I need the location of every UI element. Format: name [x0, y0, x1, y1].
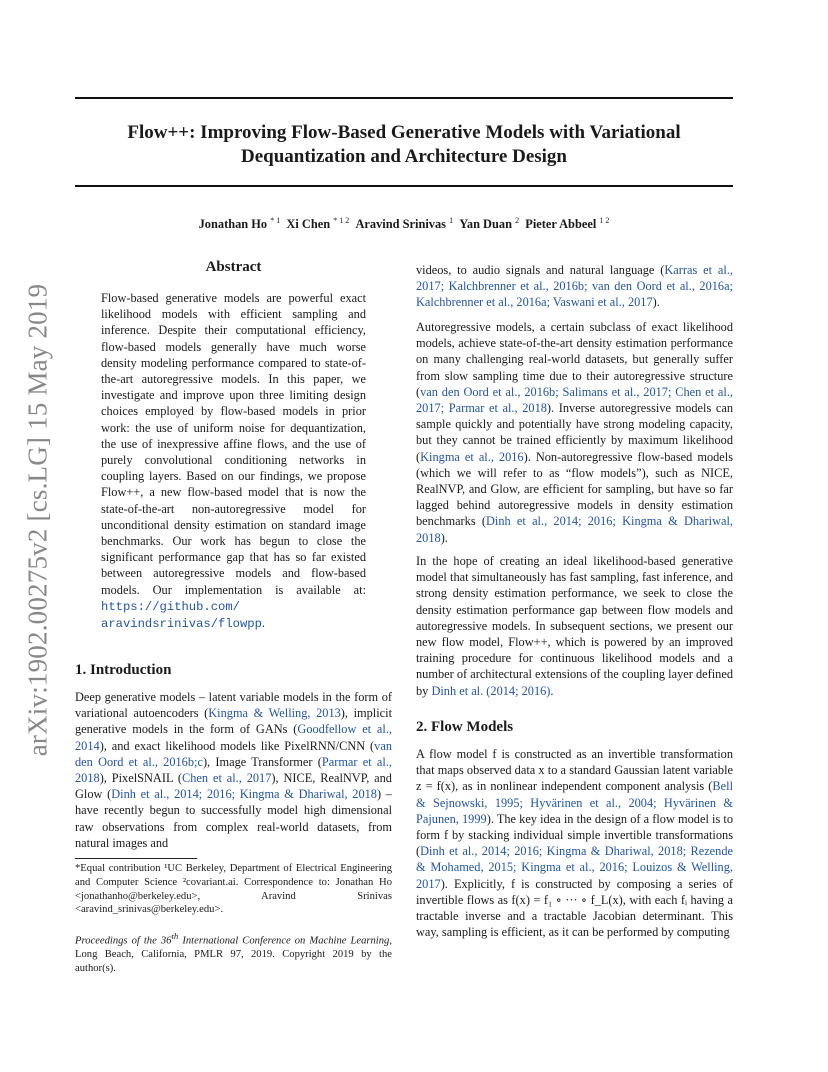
right-span: .	[550, 683, 554, 698]
intro-heading: 1. Introduction	[75, 662, 172, 678]
flow-models-text	[416, 746, 733, 940]
intro-span: ), and exact likelihood models like PixelRNN/CNN (	[99, 738, 375, 753]
citation-link[interactable]: Dinh et al., 2014; 2016; Kingma & Dhariwal, 2018	[111, 787, 377, 802]
arxiv-stamp: arXiv:1902.00275v2 [cs.LG] 15 May 2019	[22, 283, 53, 757]
right-span: ). Inverse autoregressive models can sample quickly and potentially have strong modeling capacity, but they cannot be trained efficiently by maximum likelihood (	[416, 401, 733, 464]
author-name: Jonathan Ho $^{* 1}$	[198, 216, 281, 232]
flow-span: ). The key idea in the design of a flow model is to form f by stacking individual simple invertible transformations (	[416, 811, 733, 859]
proceedings-note	[75, 930, 392, 976]
code-link[interactable]	[101, 600, 262, 631]
citation-link[interactable]: Bell & Sejnowski, 1995; Hyvärinen et al., 2004; Hyvärinen & Pajunen, 1999	[416, 779, 733, 826]
right-span: Autoregressive models, a certain subclass of exact likelihood models, achieve state-of-the-art density estimation performance on many challenging real-world datasets, but generally suffer from slow sampling time due to their autoregressive structure (	[416, 320, 733, 399]
intro-span: ), PixelSNAIL (	[99, 771, 183, 786]
author-affiliation: 1 2	[599, 216, 610, 225]
flow-models-heading: 2. Flow Models	[416, 719, 514, 735]
proceedings-sup: th	[171, 931, 179, 941]
intro-text	[75, 689, 392, 851]
citation-link[interactable]: Kingma & Welling, 2013	[208, 706, 341, 721]
right-span: videos, to audio signals and natural language (	[416, 263, 665, 277]
author-list	[75, 216, 733, 232]
right-para-2	[416, 319, 733, 546]
title-bottom-rule	[75, 185, 733, 187]
right-span: ).	[652, 295, 660, 310]
code-link-line-2[interactable]: aravindsrinivas/flowpp	[101, 617, 262, 632]
right-para-3	[416, 553, 733, 699]
flow-span: A flow model f is constructed as an invertible transformation that maps observed data x to a standard Gaussian latent variable z = f(x), as in nonlinear independent component analysis (	[416, 747, 733, 794]
right-span: ). Non-autoregressive flow-based models (which we will refer to as “flow models”), such as NICE, RealNVP, and Glow, are efficient for sampling, but have so far lagged behind autoregressive models in density estimation benchmarks (	[416, 449, 733, 529]
abstract-heading: Abstract	[205, 259, 262, 275]
intro-span: ) – have recently begun to successfully model high dimensional raw observations from complex real-world datasets, from natural images and	[75, 787, 392, 850]
citation-link[interactable]: Chen et al., 2017	[182, 771, 272, 786]
author-affiliation: * 1	[270, 216, 281, 225]
abstract-body: Flow-based generative models are powerful exact likelihood models with efficient sampling and inference. Despite their computational efficiency, flow-based models generally have much worse density modeling performance compared to state-of-the-art autoregressive models. In this paper, we investigate and improve upon three limiting design choices employed by flow-based models in prior work: the use of uniform noise for dequantization, the use of inexpressive affine flows, and the use of purely convolutional conditioning networks in coupling layers. Based on our findings, we propose Flow++, a new flow-based model that is now the state-of-the-art non-autoregressive model for unconditional density estimation on standard image benchmarks. Our work has begun to close the significant performance gap that has so far existed between autoregressive models and flow-based models. Our implementation is available at:	[101, 291, 366, 597]
author-affiliation: * 1 2	[333, 216, 350, 225]
right-span: ).	[440, 530, 448, 545]
author-affiliation: 1	[449, 216, 454, 225]
code-link-line-1[interactable]: https://github.com/	[101, 599, 240, 614]
proceedings-italic: Proceedings of the 36	[75, 935, 172, 947]
intro-span: ), implicit generative models in the form of GANs (	[75, 706, 393, 737]
citation-link[interactable]: Dinh et al., 2014; 2016; Kingma & Dhariwal, 2018	[416, 514, 733, 545]
author-affiliation: 2	[515, 216, 520, 225]
right-para-1	[416, 262, 733, 311]
intro-span: ), NICE, RealNVP, and Glow (	[75, 771, 392, 802]
citation-link[interactable]: Goodfellow et al., 2014	[75, 722, 392, 753]
citation-link[interactable]: van den Oord et al., 2016b; Salimans et al., 2017; Chen et al., 2017; Parmar et al., 2018	[416, 384, 733, 416]
citation-link[interactable]: Karras et al., 2017; Kalchbrenner et al., 2016b; van den Oord et al., 2016a; Kalchbrenner et al., 2016a; Vaswani et al., 2017	[416, 263, 733, 310]
citation-link[interactable]: van den Oord et al., 2016b;c	[75, 738, 392, 769]
footnote-rule	[75, 858, 197, 859]
citation-link[interactable]: Dinh et al. (2014; 2016)	[431, 683, 551, 698]
flow-span: ). Explicitly, f is constructed by composing a series of invertible flows as f(x) = f₁ ∘ ··· ∘ f_L(x), with each fᵢ having a tractable inverse and a tractable Jacobian determinant. This way, sampling is efficient, as it can be performed by computing	[416, 876, 733, 940]
title-line-1: Flow++: Improving Flow-Based Generative Models with Variational	[127, 122, 681, 143]
footnote: *Equal contribution ¹UC Berkeley, Department of Electrical Engineering and Computer Science ²covariant.ai. Correspondence to: Jonathan Ho <jonathanho@berkeley.edu>, Aravind Srinivas <aravind_srinivas@berkeley.edu>.	[75, 863, 392, 916]
intro-span: ), Image Transformer (	[202, 754, 322, 769]
author-name: Pieter Abbeel $^{1 2}$	[525, 216, 610, 232]
right-span: In the hope of creating an ideal likelihood-based generative model that simultaneously has fast sampling, fast inference, and strong density estimation performance, we seek to close the density estimation performance gap between flow models and autoregressive models. In subsequent sections, we present our new flow model, Flow++, which is powered by an improved training procedure for continuous likelihood models and a number of architectural extensions of the coupling layer defined by	[416, 554, 733, 698]
author-name: Yan Duan $^2$	[459, 216, 520, 232]
author-name: Aravind Srinivas $^1$	[355, 216, 454, 232]
intro-span: Deep generative models – latent variable models in the form of variational autoencoders (	[75, 690, 392, 721]
top-rule	[75, 97, 733, 99]
abstract-text: Flow-based generative models are powerful exact likelihood models with efficient sampling and inference. Despite their computational efficiency, flow-based models generally have much worse density modeling performance compared to state-of-the-art autoregressive models. In this paper, we investigate and improve upon three limiting design choices employed by flow-based models in prior work: the use of uniform noise for dequantization, the use of inexpressive affine flows, and the use of purely convolutional conditioning networks in coupling layers. Based on our findings, we propose Flow++, a new flow-based model that is now the state-of-the-art non-autoregressive model for unconditional density estimation on standard image benchmarks. Our work has begun to close the significant performance gap that has so far existed between autoregressive models and flow-based models. Our implementation is available at: https://github.com/ aravindsrinivas/flowpp.	[101, 291, 366, 632]
proceedings-italic: International Conference on Machine Learning	[178, 935, 390, 947]
citation-link[interactable]: Kingma et al., 2016	[420, 449, 524, 464]
proceedings-rest: , Long Beach, California, PMLR 97, 2019. Copyright 2019 by the author(s).	[75, 935, 392, 975]
paper-title	[75, 121, 733, 169]
citation-link[interactable]: Dinh et al., 2014; 2016; Kingma & Dhariwal, 2018; Rezende & Mohamed, 2015; Kingma et al., 2016; Louizos & Welling, 2017	[416, 844, 733, 891]
author-name: Xi Chen $^{* 1 2}$	[286, 216, 350, 232]
title-line-2: Dequantization and Architecture Design	[241, 146, 567, 167]
citation-link[interactable]: Parmar et al., 2018	[75, 754, 392, 786]
